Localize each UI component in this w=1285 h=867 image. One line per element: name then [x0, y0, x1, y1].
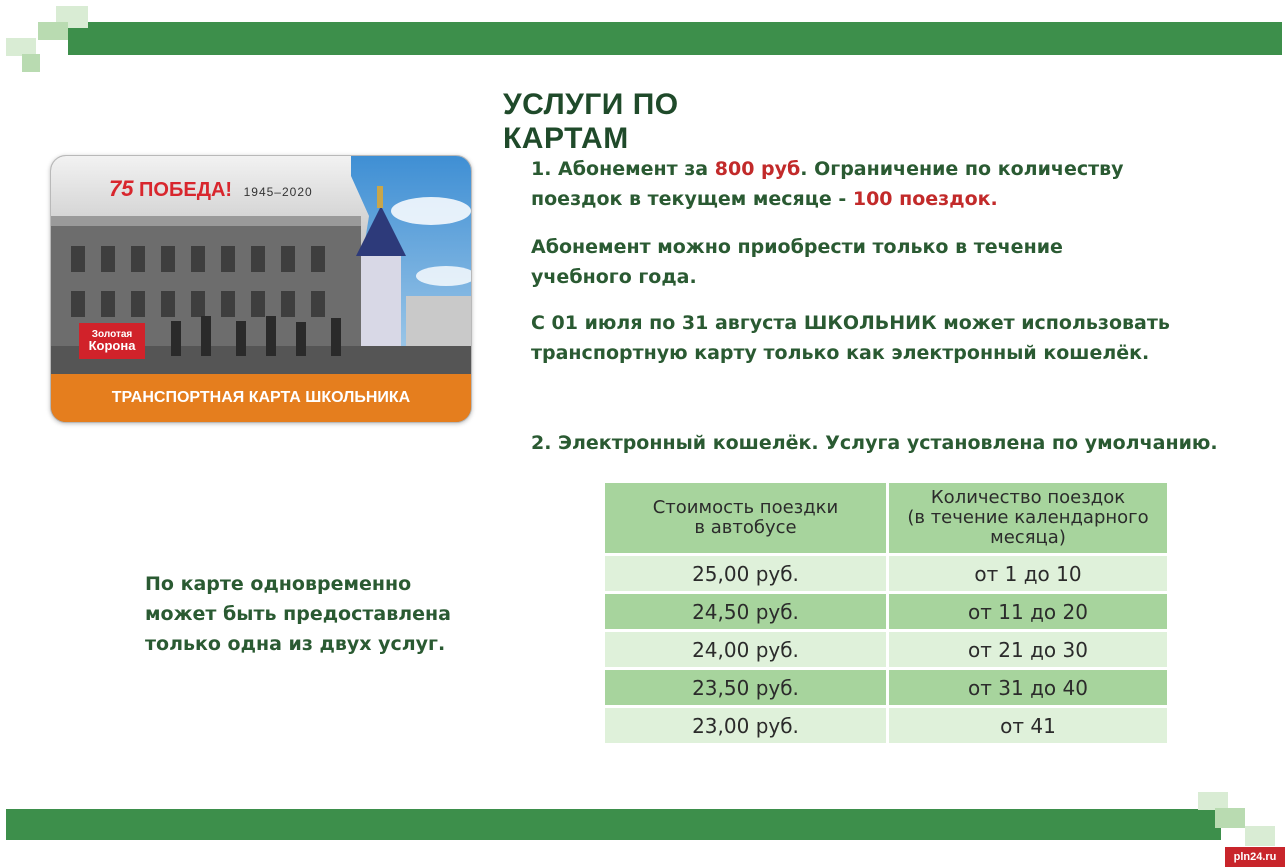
- service1-text: поездок в текущем месяце -: [531, 188, 853, 210]
- brand-line-2: Корона: [88, 338, 136, 353]
- service2-heading: 2. Электронный кошелёк. Услуга установлена по умолчанию.: [531, 432, 1218, 454]
- header-price-line1: Стоимость поездки: [652, 497, 839, 518]
- card-banner-years: 1945–2020: [243, 185, 313, 199]
- deco-square: [1245, 826, 1275, 846]
- service1-price: 800 руб: [714, 158, 801, 180]
- summer-note-line2: транспортную карту только как электронный кошелёк.: [531, 342, 1150, 364]
- note-line1: По карте одновременно: [145, 573, 412, 595]
- header-trips-line1: Количество поездок: [930, 487, 1126, 508]
- cell-price: 23,50 руб.: [604, 669, 888, 707]
- header-trips-line2: (в течение календарного: [907, 507, 1149, 528]
- cell-trips: от 21 до 30: [888, 631, 1169, 669]
- table-row: [604, 631, 1169, 669]
- brand-logo: [79, 323, 145, 359]
- note-line2: может быть предоставлена: [145, 603, 451, 625]
- cell-price: 25,00 руб.: [604, 555, 888, 593]
- table-row: [604, 555, 1169, 593]
- deco-square: [38, 22, 68, 40]
- header-trips: [888, 482, 1169, 555]
- card-banner-text: ПОБЕДА!: [139, 179, 233, 201]
- service1-purchase-line2: учебного года.: [531, 266, 697, 288]
- bottom-band: [6, 809, 1221, 840]
- table-row: [604, 593, 1169, 631]
- header-price: [604, 482, 888, 555]
- table-row: [604, 707, 1169, 745]
- watermark: pln24.ru: [1225, 847, 1285, 867]
- service1-line1: [531, 155, 1124, 184]
- cell-trips: от 31 до 40: [888, 669, 1169, 707]
- cell-trips: от 1 до 10: [888, 555, 1169, 593]
- service1-text: 1. Абонемент за: [531, 158, 715, 180]
- card-banner-number: 75: [109, 176, 134, 201]
- cell-trips: от 41: [888, 707, 1169, 745]
- top-band: [68, 22, 1282, 55]
- table-header-row: [604, 482, 1169, 555]
- cell-price: 23,00 руб.: [604, 707, 888, 745]
- brand-line-1: Золотая: [91, 329, 133, 340]
- table-row: [604, 669, 1169, 707]
- note-line3: только одна из двух услуг.: [145, 633, 446, 655]
- header-trips-line3: месяца): [990, 527, 1066, 548]
- cell-price: 24,00 руб.: [604, 631, 888, 669]
- deco-square: [1215, 808, 1245, 828]
- service1-purchase-line1: Абонемент можно приобрести только в течение: [531, 236, 1063, 258]
- transport-card-image: [50, 155, 472, 423]
- card-footer-label: ТРАНСПОРТНАЯ КАРТА ШКОЛЬНИКА: [51, 374, 471, 422]
- summer-note-line1: С 01 июля по 31 августа ШКОЛЬНИК может использовать: [531, 312, 1170, 334]
- service1-text: . Ограничение по количеству: [800, 158, 1124, 180]
- deco-square: [22, 54, 40, 72]
- cell-price: 24,50 руб.: [604, 593, 888, 631]
- card-banner: [109, 176, 313, 202]
- fares-table: [602, 480, 1170, 746]
- cell-trips: от 11 до 20: [888, 593, 1169, 631]
- page-title: УСЛУГИ ПО КАРТАМ: [503, 88, 679, 155]
- service1-limit: 100 поездок.: [852, 188, 998, 210]
- service1-line2: [531, 185, 998, 214]
- header-price-line2: в автобусе: [694, 517, 797, 538]
